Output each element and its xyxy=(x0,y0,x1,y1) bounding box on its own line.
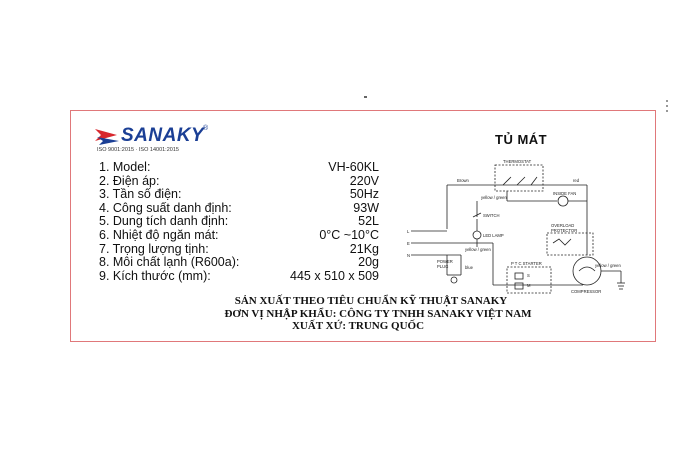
terminal-m-label: M xyxy=(527,283,531,288)
spec-label: 3. Tần số điện: xyxy=(99,187,182,202)
more-options-icon[interactable] xyxy=(665,100,669,114)
spec-row xyxy=(99,256,379,270)
power-plug-icon xyxy=(451,277,457,283)
yellow-green-label: yellow / green xyxy=(481,195,507,200)
compressor-icon xyxy=(573,257,601,285)
spec-row xyxy=(99,175,379,189)
spec-list xyxy=(99,161,379,283)
page-marker xyxy=(364,96,367,98)
terminal-s-label: S xyxy=(527,273,530,278)
power-plug-label-1: POWER xyxy=(437,259,453,264)
footer-origin: XUẤT XỨ: TRUNG QUỐC xyxy=(291,320,425,332)
spec-value: 220V xyxy=(349,173,379,188)
brand-certifications: ISO 9001:2015 · ISO 14001:2015 xyxy=(97,147,179,153)
fan-motor-icon xyxy=(558,196,568,206)
spec-value: 21Kg xyxy=(349,241,379,256)
wiring-diagram xyxy=(407,159,629,295)
blue-wire-label: blue xyxy=(465,265,473,270)
spec-row xyxy=(99,202,379,216)
spec-row xyxy=(99,229,379,243)
spec-label: 9. Kích thước (mm): xyxy=(99,268,211,283)
ptc-starter-label: P T C STARTER xyxy=(511,261,542,266)
footer-importer: ĐƠN VỊ NHẬP KHẨU: CÔNG TY TNHH SANAKY VIỆT NAM xyxy=(224,307,532,320)
overload-protector-box xyxy=(547,233,593,255)
red-wire-label: red xyxy=(573,178,580,183)
terminal-e-label: E xyxy=(407,241,410,246)
terminal-n-label: N xyxy=(407,253,411,258)
spec-label: 2. Điện áp: xyxy=(99,173,160,188)
spec-value: 20g xyxy=(358,255,379,270)
spec-value: 52L xyxy=(358,214,379,229)
spec-value: 93W xyxy=(353,200,379,215)
yellow-green-mid-label: yellow / green xyxy=(465,247,491,252)
spec-value: 0°C ~10°C xyxy=(319,227,379,242)
overload-label-2: PROTECTOR xyxy=(551,228,578,233)
brand-swoosh-icon xyxy=(93,125,121,147)
led-lamp-label: LED LAMP xyxy=(483,233,504,238)
terminal-l-label: L xyxy=(407,229,410,234)
ptc-starter-box xyxy=(507,267,551,293)
spec-label: 4. Công suất danh định: xyxy=(99,200,232,215)
compressor-label: COMPRESSOR xyxy=(571,289,602,294)
product-title: TỦ MÁT xyxy=(495,132,548,147)
switch-label: SWITCH xyxy=(483,213,500,218)
overload-label-1: OVERLOAD xyxy=(551,223,575,228)
spec-label: 5. Dung tích danh định: xyxy=(99,214,229,229)
spec-value: 50Hz xyxy=(349,187,379,202)
brand-logo xyxy=(93,123,223,159)
footer-standard: SẢN XUẤT THEO TIÊU CHUẨN KỸ THUẬT SANAKY xyxy=(234,295,508,307)
spec-value: VH-60KL xyxy=(328,160,379,174)
spec-label: 8. Môi chất lạnh (R600a): xyxy=(99,255,240,270)
product-label xyxy=(70,110,656,342)
power-plug-label-2: PLUG xyxy=(437,264,449,269)
spec-row xyxy=(99,243,379,257)
brown-wire-label: Brown xyxy=(457,178,469,183)
footer xyxy=(71,295,655,333)
brand-name: SANAKY xyxy=(121,125,205,146)
yellow-green-right-label: yellow / green xyxy=(595,263,621,268)
lamp-icon xyxy=(473,231,481,239)
spec-row xyxy=(99,188,379,202)
registered-mark: ® xyxy=(203,125,209,132)
spec-row xyxy=(99,215,379,229)
spec-label: 7. Trọng lượng tịnh: xyxy=(99,241,209,256)
spec-value: 445 x 510 x 509 xyxy=(290,268,379,283)
spec-label: 6. Nhiệt độ ngăn mát: xyxy=(99,227,219,242)
inside-fan-label: INSIDE FAN xyxy=(553,191,577,196)
spec-row xyxy=(99,270,379,284)
thermostat-label: THERMOSTAT xyxy=(503,159,532,164)
spec-label: 1. Model: xyxy=(99,160,151,174)
spec-row xyxy=(99,161,379,175)
